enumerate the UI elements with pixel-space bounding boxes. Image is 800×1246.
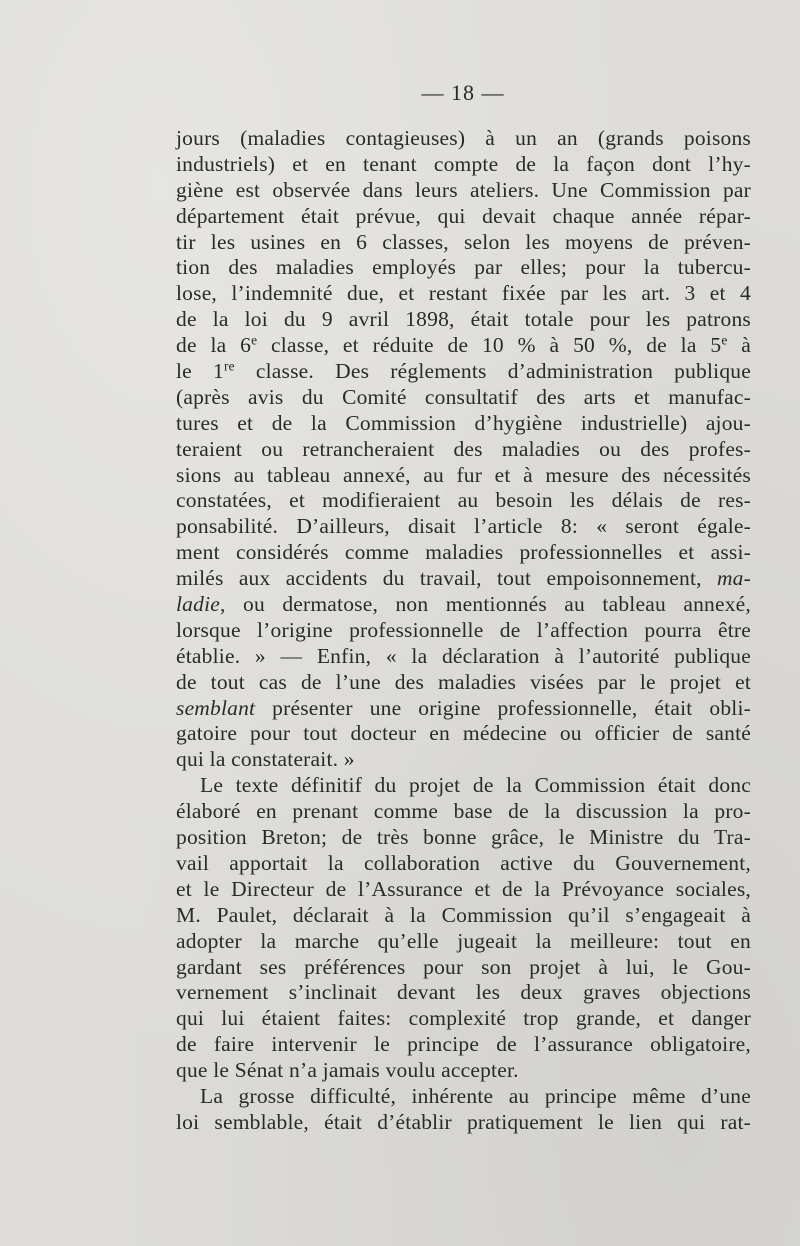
text-line xyxy=(176,955,751,981)
text-line xyxy=(176,385,751,411)
text-run: le 1 xyxy=(176,359,224,384)
text-run: que le Sénat n’a jamais voulu accepter. xyxy=(176,1058,519,1083)
text-line xyxy=(176,644,751,670)
text-line xyxy=(176,929,751,955)
text-run: gatoire pour tout docteur en médecine ou officier de santé xyxy=(176,721,751,746)
text-line xyxy=(176,307,751,333)
text-run: de faire intervenir le principe de l’assurance obligatoire, xyxy=(176,1032,751,1057)
text-line xyxy=(176,540,751,566)
italic-word: ma- xyxy=(716,566,751,591)
text-line xyxy=(176,1032,751,1058)
text-line xyxy=(176,1006,751,1032)
text-run: et le Directeur de l’Assurance et de la Prévoyance sociales, xyxy=(176,876,751,901)
text-line xyxy=(176,437,751,463)
text-line xyxy=(176,670,751,696)
superscript: e xyxy=(251,332,258,348)
text-line xyxy=(176,980,751,1006)
text-line xyxy=(176,488,751,514)
text-line xyxy=(176,747,751,773)
text-line xyxy=(176,773,751,799)
text-run: giène est observée dans leurs ateliers. Une Commission par xyxy=(176,177,751,202)
body-text xyxy=(176,126,751,1136)
text-run: Le texte définitif du projet de la Commission était donc xyxy=(200,773,751,798)
text-line xyxy=(176,359,751,385)
text-run: à xyxy=(727,333,751,358)
text-line xyxy=(176,825,751,851)
text-line xyxy=(176,230,751,256)
text-run: lose, l’indemnité due, et restant fixée par les art. 3 et 4 xyxy=(176,281,751,306)
text-run: vernement s’inclinait devant les deux graves objections xyxy=(176,980,751,1005)
text-run: classe, et réduite de 10 % à 50 %, de la 5 xyxy=(257,333,722,358)
italic-word: semblant xyxy=(176,695,256,720)
text-line xyxy=(176,799,751,825)
text-run: qui lui étaient faites: complexité trop grande, et danger xyxy=(176,1006,751,1031)
text-run: de la loi du 9 avril 1898, était totale pour les patrons xyxy=(176,307,751,332)
text-line xyxy=(176,721,751,747)
text-run: constatées, et modifieraient au besoin les délais de res- xyxy=(176,488,751,513)
text-run: présenter une origine professionnelle, était obli- xyxy=(255,695,751,720)
text-run: ment considérés comme maladies professionnelles et assi- xyxy=(176,540,751,565)
text-run: établie. » — Enfin, « la déclaration à l’autorité publique xyxy=(176,643,751,668)
text-run: ponsabilité. D’ailleurs, disait l’article 8: « seront égale- xyxy=(176,514,751,539)
text-run: tion des maladies employés par elles; pour la tubercu- xyxy=(176,255,751,280)
text-run: milés aux accidents du travail, tout empoisonnement, xyxy=(176,566,717,591)
page-number: — 18 — xyxy=(421,80,505,105)
text-run: élaboré en prenant comme base de la discussion la pro- xyxy=(176,799,751,824)
text-line xyxy=(176,903,751,929)
text-line xyxy=(176,566,751,592)
text-run: classe. Des réglements d’administration publique xyxy=(234,359,751,384)
text-line xyxy=(176,204,751,230)
text-run: sions au tableau annexé, au fur et à mesure des nécessités xyxy=(176,462,751,487)
text-line xyxy=(176,851,751,877)
italic-word: ladie xyxy=(176,592,220,617)
text-run: tures et de la Commission d’hygiène industrielle) ajou- xyxy=(176,410,751,435)
text-run: de la 6 xyxy=(176,333,252,358)
text-line xyxy=(176,618,751,644)
text-line xyxy=(176,255,751,281)
text-line xyxy=(176,281,751,307)
text-line xyxy=(176,592,751,618)
text-line xyxy=(176,877,751,903)
text-run: La grosse difficulté, inhérente au principe même d’une xyxy=(200,1083,751,1108)
text-run: adopter la marche qu’elle jugeait la meilleure: tout en xyxy=(176,928,751,953)
text-run: jours (maladies contagieuses) à un an (grands poisons xyxy=(176,126,751,150)
text-line xyxy=(176,411,751,437)
text-run: qui la constaterait. » xyxy=(176,747,355,772)
text-run: (après avis du Comité consultatif des arts et manufac- xyxy=(176,384,751,409)
text-run: département était prévue, qui devait chaque année répar- xyxy=(176,203,751,228)
text-line xyxy=(176,333,751,359)
superscript: e xyxy=(721,332,728,348)
text-run: de tout cas de l’une des maladies visées par le projet et xyxy=(176,669,751,694)
text-run: position Breton; de très bonne grâce, le Ministre du Tra- xyxy=(176,825,751,850)
text-line xyxy=(176,126,751,152)
text-line xyxy=(176,178,751,204)
text-run: tir les usines en 6 classes, selon les moyens de préven- xyxy=(176,229,751,254)
text-line xyxy=(176,1058,751,1084)
text-run: vail apportait la collaboration active du Gouvernement, xyxy=(176,850,751,875)
text-run: M. Paulet, déclarait à la Commission qu’il s’engageait à xyxy=(176,902,751,927)
text-line xyxy=(176,463,751,489)
text-run: teraient ou retrancheraient des maladies ou des profes- xyxy=(176,436,751,461)
text-run: loi semblable, était d’établir pratiquement le lien qui rat- xyxy=(176,1109,751,1134)
text-run: , ou dermatose, non mentionnés au tableau annexé, xyxy=(220,592,751,617)
text-line xyxy=(176,152,751,178)
text-line xyxy=(176,1084,751,1110)
text-run: lorsque l’origine professionnelle de l’affection pourra être xyxy=(176,617,751,642)
text-run: industriels) et en tenant compte de la façon dont l’hy- xyxy=(176,151,751,176)
text-line xyxy=(176,514,751,540)
text-line xyxy=(176,1110,751,1136)
text-line xyxy=(176,696,751,722)
text-run: gardant ses préférences pour son projet à lui, le Gou- xyxy=(176,954,751,979)
superscript: re xyxy=(224,358,235,374)
